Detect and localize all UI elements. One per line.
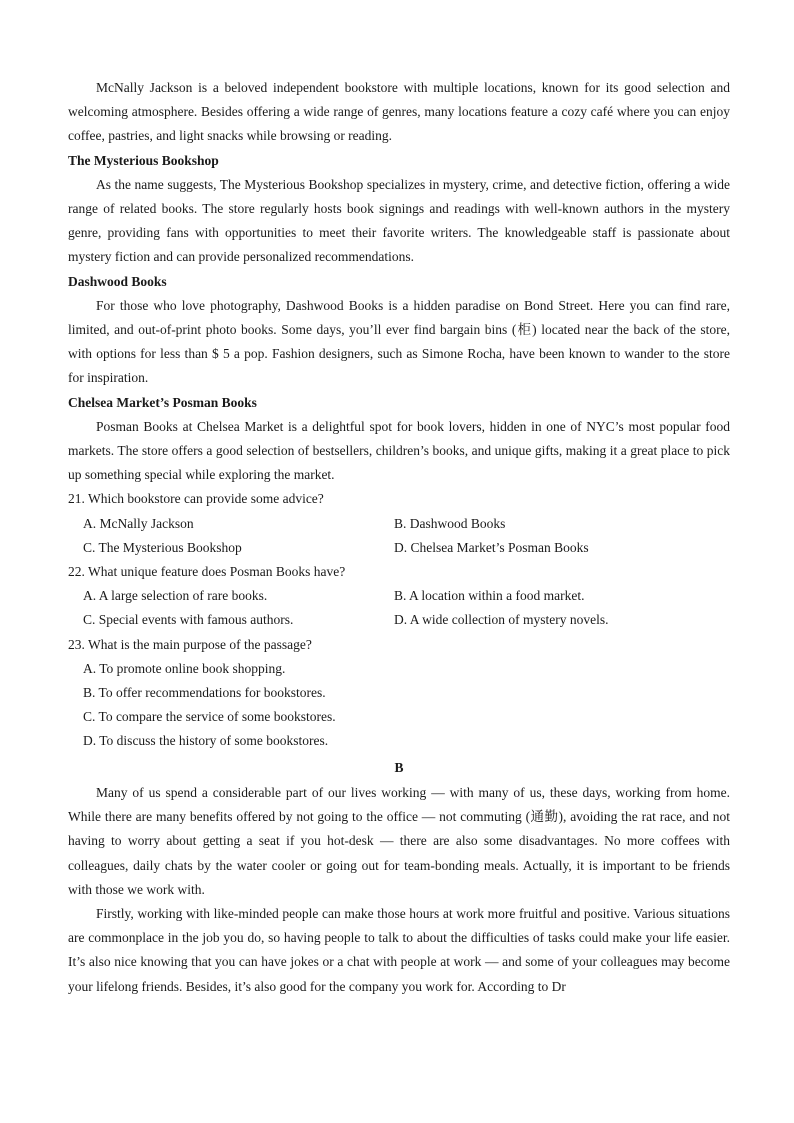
paragraph-b-1: Many of us spend a considerable part of our lives working — with many of us, these days, working from home. While there are many benefits offered by not going to the office — not commuting (通勤), avoiding the rat race, and not having to worry about getting a seat if you hot-desk — there are also some disadvantages. No more coffees with colleagues, daily chats by the water cooler or going out for team-bonding meals. Actually, it is important to be friends with those we work with.: [68, 784, 730, 897]
option-a: A. To promote online book shopping.: [83, 660, 286, 676]
question-21-options-row-1: [68, 512, 730, 536]
exam-page: [68, 76, 730, 999]
question-23-stem: 23. What is the main purpose of the passage?: [68, 636, 312, 652]
option-c: C. The Mysterious Bookshop: [83, 539, 242, 555]
option-b: B. A location within a food market.: [394, 588, 585, 604]
option-a: A. A large selection of rare books.: [83, 588, 268, 604]
paragraph-mcnally: McNally Jackson is a beloved independent bookstore with multiple locations, known for its good selection and welcoming atmosphere. Besides offering a wide range of genres, many locations feature a cozy café where you can enjoy coffee, pastries, and light snacks while browsing or reading.: [68, 80, 730, 144]
option-a: A. McNally Jackson: [83, 515, 194, 531]
heading-dashwood-books: Dashwood Books: [68, 273, 167, 289]
question-22-stem: 22. What unique feature does Posman Books have?: [68, 564, 346, 580]
paragraph-posman: Posman Books at Chelsea Market is a delightful spot for book lovers, hidden in one of NYC’s most popular food markets. The store offers a good selection of bestsellers, children’s books, and unique gifts, making it a great place to pick up something special while exploring the market.: [68, 418, 730, 483]
question-21-stem: 21. Which bookstore can provide some advice?: [68, 491, 324, 507]
option-d: D. To discuss the history of some bookstores.: [83, 733, 329, 749]
option-d: D. Chelsea Market’s Posman Books: [394, 539, 589, 555]
question-22-options-row-1: [68, 584, 730, 608]
option-c: C. Special events with famous authors.: [83, 612, 294, 628]
paragraph-dashwood: For those who love photography, Dashwood Books is a hidden paradise on Bond Street. Here you can find rare, limited, and out-of-print photo books. Some days, you’ll ever find bargain bins (柜) located near the back of the store, with options for less than $ 5 a pop. Fashion designers, such as Simone Rocha, have been known to wander to the store for inspiration.: [68, 297, 730, 386]
option-b: B. To offer recommendations for bookstores.: [83, 685, 326, 701]
section-b-label: B: [394, 759, 404, 775]
heading-mysterious-bookshop: The Mysterious Bookshop: [68, 152, 219, 168]
question-22-options-row-2: [68, 608, 730, 632]
question-21-options-row-2: [68, 536, 730, 560]
option-c: C. To compare the service of some bookstores.: [83, 709, 336, 725]
paragraph-mysterious: As the name suggests, The Mysterious Bookshop specializes in mystery, crime, and detective fiction, offering a wide range of related books. The store regularly hosts book signings and readings with well-known authors in the mystery genre, providing fans with opportunities to meet their favorite writers. The knowledgeable staff is passionate about mystery fiction and can provide personalized recommendations.: [68, 176, 730, 265]
paragraph-b-2: Firstly, working with like-minded people can make those hours at work more fruitful and positive. Various situations are commonplace in the job you do, so having people to talk to about the difficulties of tasks could make your life easier. It’s also nice knowing that you can have jokes or a chat with people at work — and some of your colleagues may become your lifelong friends. Besides, it’s also good for the company you work for. According to Dr: [68, 905, 730, 994]
heading-posman-books: Chelsea Market’s Posman Books: [68, 394, 257, 410]
option-d: D. A wide collection of mystery novels.: [394, 612, 609, 628]
option-b: B. Dashwood Books: [394, 515, 506, 531]
